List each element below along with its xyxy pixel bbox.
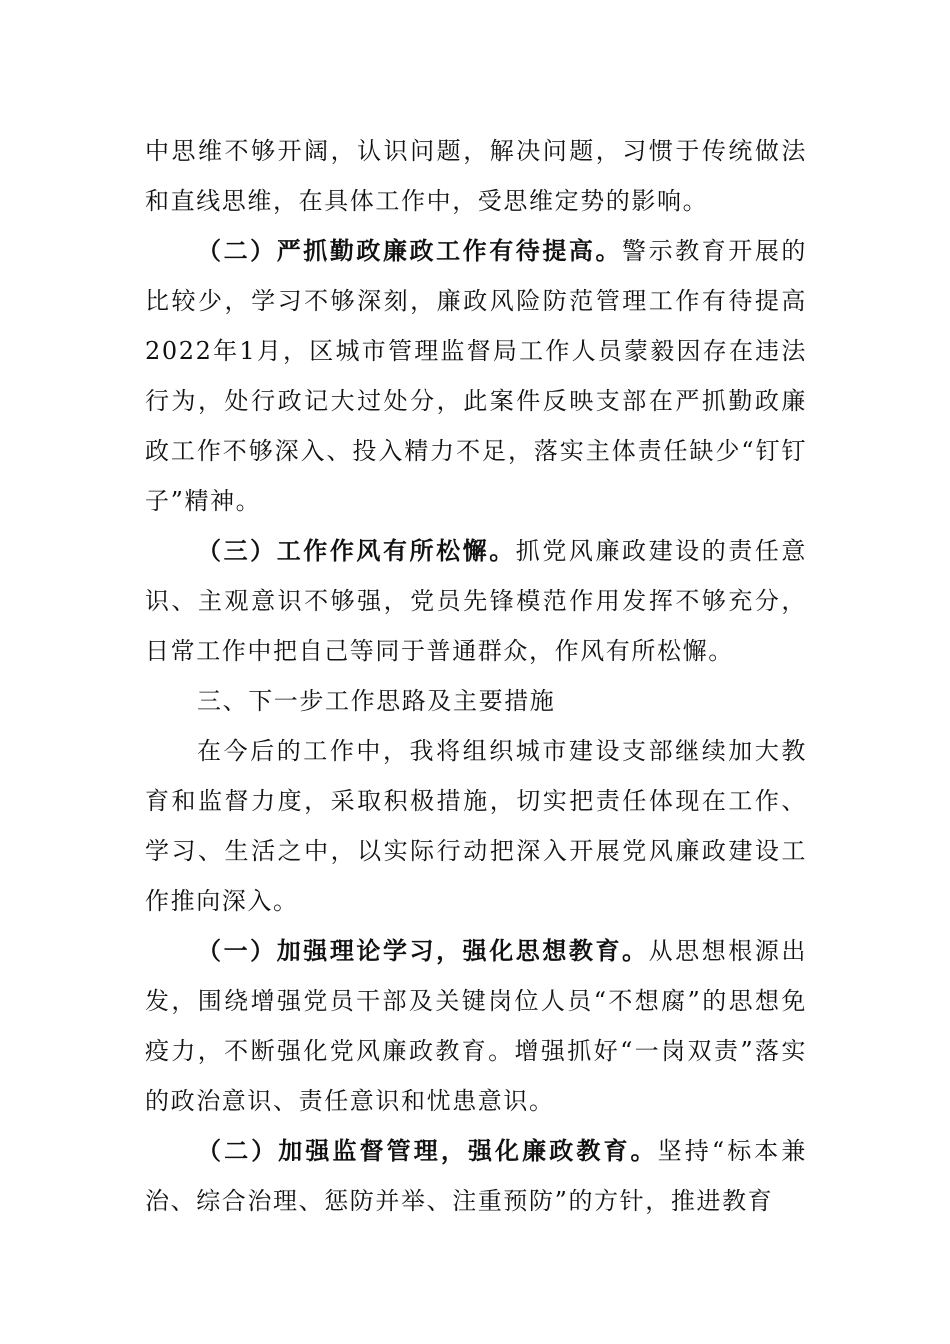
paragraph-text: 中思维不够开阔，认识问题，解决问题，习惯于传统做法和直线思维，在具体工作中，受思维定势的影响。 — [145, 137, 807, 215]
section-heading: 三、下一步工作思路及主要措施 — [197, 687, 556, 715]
paragraph-text: 在今后的工作中，我将组织城市建设支部继续加大教育和监督力度，采取积极措施，切实把责任体现在工作、学习、生活之中，以实际行动把深入开展党风廉政建设工作推向深入。 — [145, 737, 807, 915]
paragraph-item-2-supervision — [145, 226, 807, 526]
paragraph-item-3-work-style — [145, 526, 807, 676]
paragraph-text: 坚持“标本兼治、综合治理、惩防并举、注重预防”的方针，推进教育 — [145, 1137, 807, 1215]
document-page — [145, 126, 807, 1226]
paragraph-measure-2 — [145, 1126, 807, 1226]
paragraph-continuation — [145, 126, 807, 226]
paragraph-text: 从思想根源出发，围绕增强党员干部及关键岗位人员“不想腐”的思想免疫力，不断强化党风廉政教育。增强抓好“一岗双责”落实的政治意识、责任意识和忧患意识。 — [145, 937, 807, 1115]
paragraph-text: 抓党风廉政建设的责任意识、主观意识不够强，党员先锋模范作用发挥不够充分，日常工作中把自己等同于普通群众，作风有所松懈。 — [145, 537, 807, 665]
paragraph-intro — [145, 726, 807, 926]
paragraph-lead: （三）工作作风有所松懈。 — [197, 536, 516, 565]
paragraph-lead: （二）严抓勤政廉政工作有待提高。 — [197, 236, 623, 265]
paragraph-text: 警示教育开展的比较少，学习不够深刻，廉政风险防范管理工作有待提高2022年1月，区城市管理监督局工作人员蒙毅因存在违法行为，处行政记大过处分，此案件反映支部在严抓勤政廉政工作不够深入、投入精力不足，落实主体责任缺少“钉钉子”精神。 — [145, 237, 807, 515]
paragraph-lead: （一）加强理论学习，强化思想教育。 — [197, 936, 649, 965]
paragraph-measure-1 — [145, 926, 807, 1126]
paragraph-lead: （二）加强监督管理，强化廉政教育。 — [197, 1136, 658, 1165]
